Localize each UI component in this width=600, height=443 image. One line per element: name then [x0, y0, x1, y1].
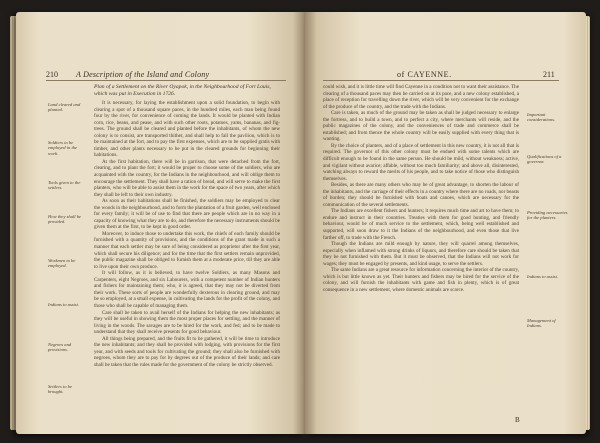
plan-title: Plan of a Settlement on the River Oyapok, in the Neighbourhood of Fort Louis, which was put in Execution in 1726.: [94, 84, 271, 97]
marginal-note: Indians to assist.: [48, 302, 80, 307]
marginal-note: Management of Indians.: [527, 318, 556, 329]
paragraph: At the first habitation, there will be in garrison, that were detached from the fort, clearing, and to plant the fort; it would be proper to choose some of the soldiers, who are acquainted with the country, for the Indians in the neighbourhood, and will oblige them to encourage the settlement. They shall have a ration of bread, and will serve to make the first planters, who will be able to assist them in the work for the space of two years, after which they shall be left to their own industry.: [94, 158, 280, 198]
paragraph: Besides, as there are many others who may be of great advantage, to shorten the labour of the inhabitants, and the carriage of their effects in a country where there are no roads, nor beasts of burden; they should be furnished with boats and canoes, which are necessary for the communication of the several settlements.: [323, 182, 519, 208]
marginal-note: Qualifications of a governor.: [527, 154, 562, 165]
marginal-note: Indians to assist.: [527, 274, 559, 279]
header-rule-right: [323, 80, 559, 81]
right-page: [305, 12, 586, 434]
paragraph: By the choice of planters, and of a place of settlement in this new country, it is not all that is required. The governor of this other colony must be endued with some talents which are difficult enough to be found in the same person. He should be mild, without weakness; active, and vigilant without avarice; affable, without too much familiarity; and above all, disinterested, watching always to reward the merits of his people, and to take notice of those who distinguish themselves.: [323, 142, 519, 182]
open-book: [10, 12, 590, 434]
paragraph: It will follow, as it is believed, to have twelve Soldiers, as many Masons and Carpenters, eight Negroes, and six Labourers, with a competent number of Indian hunters and fishers for maintaining them; who, it is agreed, that they may not be diverted from their work. These sorts of people are wonderfully dexterous in clearing ground, and may be so employed, at a small expense, in cultivating the lands for the profit of the colony, and those who shall be capable of managing them.: [94, 270, 280, 309]
marginal-note: Workmen to be employed.: [48, 258, 76, 269]
paragraph: The same Indians are a great resource for information concerning the interior of the country, which is but little known as yet. Their hunters and fishers may be hired for the service of the colony, and will furnish the inhabitants with game and fish in plenty, which is of great consequence in a new settlement, where domestic animals are scarce.: [323, 267, 519, 293]
marginal-note: Important considerations.: [527, 112, 556, 123]
paragraph: Care shall be taken to avail herself of the Indians for helping the new inhabitants; as they will be useful in showing them the most proper places for settling, and the manner of living in the woods. The savages are to be hired for the work, and fed; and to be made to understand that they shall receive presents for good behaviour.: [94, 309, 280, 336]
paragraph: Moreover, to induce those to undertake this work, the chiefs of each family should be furnished with a quantity of provisions, and the conditions of the grant made in such a manner that each settler may be sure of being considered as proprietor after the first year, which shall secure his diligence; and for the time that the first settlers remain unprovided, the public magazine shall be obliged to furnish them at a moderate price, till they are able to live upon their own produce.: [94, 230, 280, 270]
page-number-right: 211: [543, 70, 555, 79]
running-head-left: A Description of the Island and Colony: [76, 70, 210, 79]
header-rule-left: [46, 80, 286, 81]
marginal-note: Negroes and provisions.: [48, 342, 72, 353]
marginal-note: How they shall be provided.: [48, 214, 82, 225]
marginal-note: Soldiers to be employed in the work.: [48, 140, 78, 156]
left-page: [16, 12, 305, 434]
paragraph: All things being prepared, and the fruits fit to be gathered, it will be time to introduce the new inhabitants; and they shall be provided with lodging, with provisions for the first year, and with seeds and tools for cultivating the ground; they shall also be furnished with negroes, whom they are to pay for by degrees out of the produce of their lands; and care shall be taken that the rules made for the government of the colony be strictly observed.: [94, 335, 280, 368]
marginal-note: Land cleared and planted.: [48, 102, 81, 113]
page-edges-right: [586, 16, 590, 430]
marginal-note: Providing necessaries for the planters.: [527, 210, 568, 221]
marginal-note: Settlers to be brought.: [48, 384, 72, 395]
body-text-right: [323, 84, 519, 414]
paragraph: As soon as their habitations shall be finished, the soldiers may be employed to clear the woods in the neighbourhood, and to form the plantation of a fruit garden, well enclosed for every family; it will be of use to find that there are people which are in no way in a capacity of knowing what they are to do, and therefore the necessary instruments should be given them at the first, to be kept in good order.: [94, 198, 281, 231]
paragraph: could wish, and it is little time will find Cayenne in a condition not to want their assistance. The clearing of a thousand paces may then be carried on at its pace, and a new colony established, a place of reception for travelling down the river, which will be very convenient for the exchange of the produce of the country, and the trade with the Indians.: [323, 84, 519, 110]
marginal-note: Tools given to the settlers.: [48, 180, 81, 191]
paragraph: The Indians are excellent fishers and hunters; it requires much time and art to have them; to endure and instruct in their countries. Treaties with them for good hunting, and friendly behaviour, would be of much service to the settlement, which, being well established and supported, will soon draw to it the Indians of the neighbourhood, and even those that live farther off, to trade with the French.: [323, 208, 519, 241]
body-text-left: [94, 100, 280, 420]
paragraph: Though the Indians are mild enough by nature, they will quarrel among themselves, especially when inflamed with strong drinks of liquors, and therefore care should be taken that they be not furnished with them. But it must be observed, that the Indians will not work for wages; they must be engaged by presents, and kind usage, to serve the settlers.: [323, 241, 519, 267]
paragraph: Care is taken, as much of the ground may be taken as shall be judged necessary to enlarge the fortress, and to build a town, and to perfect a city, where merchants will reside, and the public magazines of the colony, and the conveniences of trade and commerce shall be established; and from thence the whole country will be easily supplied with every thing that is wanting.: [323, 110, 519, 143]
running-head-right: of CAYENNE.: [397, 70, 452, 79]
signature-mark: B: [515, 416, 520, 424]
page-number-left: 210: [46, 70, 58, 79]
paragraph: It is necessary, for laying the establishment upon a solid foundation, to begin with clearing a spot of a thousand square paces, in the hundred miles, each man being found four by the river, for convenience of coming the lands. It would be planted with Indian corn, rice, beans, and pease, and with such other roots, potatoes, yams, bananas, and fig-trees. The ground shall be cleared and planted before the inhabitants, of whom the new colony is to consist, are transported thither, and shall help to fall the pavilion, which is to be maintained at the fort, and to pay the first expenses, which are to be supplied gratis with timber, and other plants necessary to be put in the cleared grounds for beginning their habitations.: [94, 100, 280, 159]
